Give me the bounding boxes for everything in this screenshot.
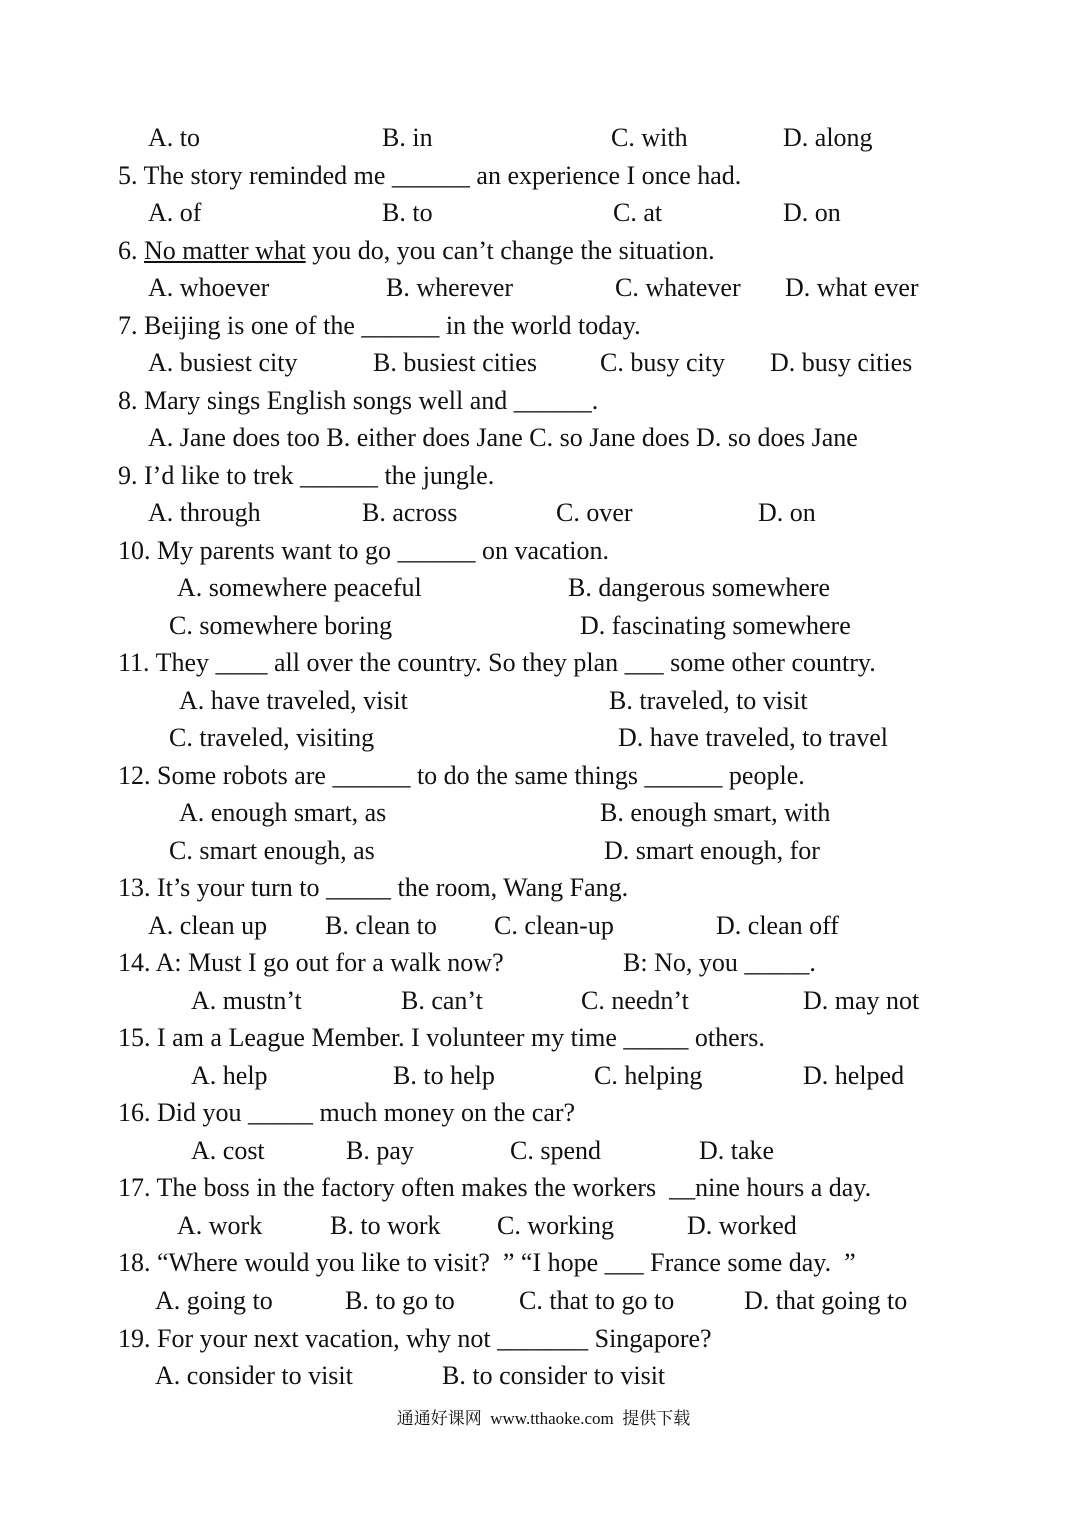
q16-option-d: D. take xyxy=(699,1136,775,1165)
q10-option-d: D. fascinating somewhere xyxy=(580,611,851,640)
q9-option-b: B. across xyxy=(362,498,458,527)
q4-option-c: C. with xyxy=(611,123,688,152)
q16-stem: 16. Did you _____ much money on the car? xyxy=(118,1098,576,1127)
q17-option-d: D. worked xyxy=(687,1211,797,1240)
q12-stem: 12. Some robots are ______ to do the same things ______ people. xyxy=(118,761,805,790)
q8-stem: 8. Mary sings English songs well and ______. xyxy=(118,386,599,415)
q4-option-a: A. to xyxy=(148,123,200,152)
q18-option-a: A. going to xyxy=(155,1286,273,1315)
q7-option-a: A. busiest city xyxy=(148,348,298,377)
q15-option-d: D. helped xyxy=(803,1061,905,1090)
q6-underlined-phrase: No matter what xyxy=(144,236,306,265)
q17-option-c: C. working xyxy=(497,1211,614,1240)
q12-option-a: A. enough smart, as xyxy=(179,798,387,827)
q7-option-b: B. busiest cities xyxy=(373,348,537,377)
q16-option-a: A. cost xyxy=(191,1136,265,1165)
q12-option-c: C. smart enough, as xyxy=(169,836,375,865)
q6-number: 6. xyxy=(118,236,138,265)
q14-stem: 14. A: Must I go out for a walk now? xyxy=(118,948,504,977)
q11-option-d: D. have traveled, to travel xyxy=(618,723,888,752)
q14-option-c: C. needn’t xyxy=(581,986,689,1015)
q10-stem: 10. My parents want to go ______ on vacation. xyxy=(118,536,610,565)
q11-option-c: C. traveled, visiting xyxy=(169,723,375,752)
q11-option-a: A. have traveled, visit xyxy=(179,686,408,715)
page-footer: 通通好课网 www.tthaoke.com 提供下载 xyxy=(396,1409,691,1428)
q19-option-b: B. to consider to visit xyxy=(442,1361,666,1390)
q4-option-b: B. in xyxy=(382,123,433,152)
q19-option-a: A. consider to visit xyxy=(155,1361,353,1390)
q7-stem: 7. Beijing is one of the ______ in the world today. xyxy=(118,311,641,340)
q18-stem: 18. “Where would you like to visit? ” “I hope ___ France some day. ” xyxy=(118,1248,856,1277)
q12-option-d: D. smart enough, for xyxy=(604,836,820,865)
q5-stem: 5. The story reminded me ______ an experience I once had. xyxy=(118,161,742,190)
q6-stem xyxy=(118,236,715,266)
q11-stem: 11. They ____ all over the country. So they plan ___ some other country. xyxy=(118,648,876,677)
q16-option-c: C. spend xyxy=(510,1136,601,1165)
q15-option-c: C. helping xyxy=(594,1061,703,1090)
q14-reply: B: No, you _____. xyxy=(623,948,816,977)
q15-option-b: B. to help xyxy=(393,1061,495,1090)
q13-stem: 13. It’s your turn to _____ the room, Wang Fang. xyxy=(118,873,629,902)
q15-option-a: A. help xyxy=(191,1061,268,1090)
q13-option-d: D. clean off xyxy=(716,911,839,940)
q6-option-c: C. whatever xyxy=(615,273,741,302)
q17-option-a: A. work xyxy=(177,1211,263,1240)
q6-option-d: D. what ever xyxy=(785,273,919,302)
q4-option-d: D. along xyxy=(783,123,873,152)
q5-option-a: A. of xyxy=(148,198,202,227)
q13-option-b: B. clean to xyxy=(325,911,437,940)
q9-option-c: C. over xyxy=(556,498,633,527)
q5-option-c: C. at xyxy=(613,198,663,227)
q9-option-d: D. on xyxy=(758,498,816,527)
q6-option-b: B. wherever xyxy=(386,273,514,302)
q11-option-b: B. traveled, to visit xyxy=(609,686,808,715)
q18-option-c: C. that to go to xyxy=(519,1286,675,1315)
q17-option-b: B. to work xyxy=(330,1211,441,1240)
q14-option-b: B. can’t xyxy=(401,986,483,1015)
q5-option-d: D. on xyxy=(783,198,841,227)
q17-stem: 17. The boss in the factory often makes the workers __nine hours a day. xyxy=(118,1173,872,1202)
q6-rest: you do, you can’t change the situation. xyxy=(312,236,715,265)
q14-option-d: D. may not xyxy=(803,986,920,1015)
q10-option-a: A. somewhere peaceful xyxy=(177,573,422,602)
q18-option-b: B. to go to xyxy=(345,1286,455,1315)
q6-option-a: A. whoever xyxy=(148,273,270,302)
q10-option-c: C. somewhere boring xyxy=(169,611,393,640)
q7-option-c: C. busy city xyxy=(600,348,725,377)
q18-option-d: D. that going to xyxy=(744,1286,908,1315)
q13-option-c: C. clean-up xyxy=(494,911,614,940)
q19-stem: 19. For your next vacation, why not _______ Singapore? xyxy=(118,1324,712,1353)
q13-option-a: A. clean up xyxy=(148,911,268,940)
q14-option-a: A. mustn’t xyxy=(191,986,302,1015)
q9-stem: 9. I’d like to trek ______ the jungle. xyxy=(118,461,495,490)
q16-option-b: B. pay xyxy=(346,1136,414,1165)
q5-option-b: B. to xyxy=(382,198,433,227)
q10-option-b: B. dangerous somewhere xyxy=(568,573,831,602)
q15-stem: 15. I am a League Member. I volunteer my time _____ others. xyxy=(118,1023,765,1052)
q7-option-d: D. busy cities xyxy=(770,348,913,377)
q9-option-a: A. through xyxy=(148,498,261,527)
q8-options: A. Jane does too B. either does Jane C. so Jane does D. so does Jane xyxy=(148,423,858,452)
q12-option-b: B. enough smart, with xyxy=(600,798,831,827)
